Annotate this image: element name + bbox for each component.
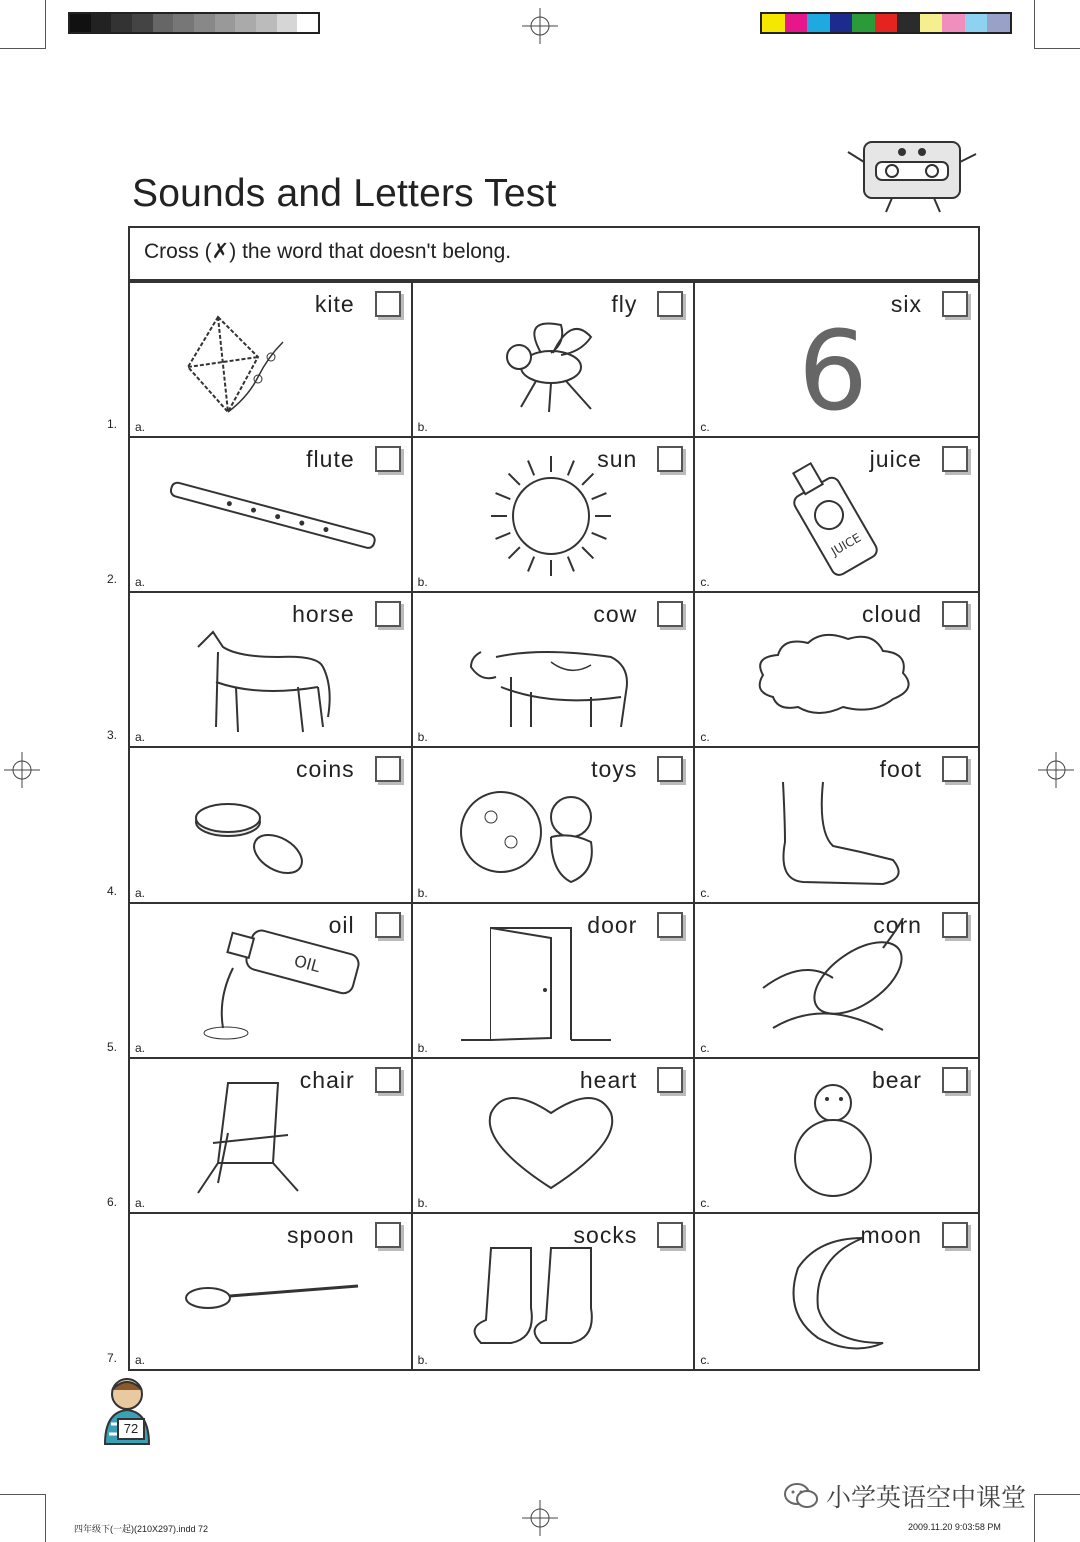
- item-letter: b.: [417, 420, 428, 435]
- toys-icon: [441, 762, 661, 890]
- item-word: flute: [306, 446, 355, 473]
- sun-icon: [441, 452, 661, 580]
- color-swatch: [807, 14, 830, 32]
- horse-icon: [158, 607, 378, 735]
- color-calibration-bar: [760, 12, 1012, 34]
- answer-checkbox[interactable]: [942, 756, 968, 782]
- item-word: oil: [328, 911, 355, 938]
- item-word: foot: [879, 756, 922, 783]
- gray-swatch: [173, 14, 194, 32]
- item-cell-toys: [413, 748, 696, 903]
- gray-swatch: [111, 14, 132, 32]
- crop-mark: [1034, 48, 1080, 49]
- crop-mark: [0, 1494, 46, 1495]
- answer-checkbox[interactable]: [657, 446, 683, 472]
- item-cell-kite: [130, 283, 413, 438]
- gray-swatch: [194, 14, 215, 32]
- crop-mark: [1034, 1494, 1035, 1542]
- wechat-icon: [784, 1482, 818, 1510]
- item-letter: a.: [135, 1352, 146, 1367]
- color-swatch: [965, 14, 988, 32]
- item-cell-oil: [130, 904, 413, 1059]
- color-swatch: [875, 14, 898, 32]
- item-word: kite: [314, 291, 355, 317]
- item-letter: a.: [135, 885, 146, 900]
- item-letter: a.: [135, 575, 146, 590]
- item-cell-socks: [413, 1214, 696, 1369]
- answer-checkbox[interactable]: [375, 912, 401, 938]
- item-word: cow: [593, 601, 638, 628]
- item-word: sun: [597, 446, 638, 473]
- gray-swatch: [215, 14, 236, 32]
- row-number: 1.: [107, 416, 118, 431]
- item-cell-foot: [695, 748, 978, 903]
- color-swatch: [987, 14, 1010, 32]
- heart-icon: [441, 1073, 661, 1201]
- answer-checkbox[interactable]: [942, 912, 968, 938]
- moon-icon: [723, 1228, 943, 1356]
- page-title: Sounds and Letters Test: [132, 172, 557, 215]
- color-swatch: [897, 14, 920, 32]
- gray-swatch: [235, 14, 256, 32]
- gray-swatch: [297, 14, 318, 32]
- six-icon: [723, 297, 943, 425]
- item-letter: c.: [700, 1352, 710, 1367]
- door-icon: [441, 918, 661, 1046]
- crop-mark: [1034, 1494, 1080, 1495]
- answer-checkbox[interactable]: [942, 1222, 968, 1248]
- answer-checkbox[interactable]: [375, 1067, 401, 1093]
- instruction-text: Cross (✗) the word that doesn't belong.: [144, 240, 512, 263]
- answer-checkbox[interactable]: [942, 601, 968, 627]
- color-swatch: [852, 14, 875, 32]
- item-letter: b.: [417, 730, 428, 745]
- bear-icon: [723, 1073, 943, 1201]
- item-word: fly: [611, 291, 638, 317]
- flute-icon: [158, 452, 378, 580]
- registration-mark-icon: [522, 8, 558, 44]
- item-letter: c.: [700, 1040, 710, 1055]
- item-letter: c.: [700, 730, 710, 745]
- item-cell-sun: [413, 438, 696, 593]
- item-cell-moon: [695, 1214, 978, 1369]
- item-word: cloud: [862, 601, 922, 628]
- item-cell-juice: [695, 438, 978, 593]
- item-cell-fly: [413, 283, 696, 438]
- cow-icon: [441, 607, 661, 735]
- answer-checkbox[interactable]: [657, 1222, 683, 1248]
- gray-swatch: [70, 14, 91, 32]
- color-swatch: [920, 14, 943, 32]
- item-word: bear: [871, 1066, 922, 1093]
- oil-icon: [158, 918, 378, 1046]
- item-cell-corn: [695, 904, 978, 1059]
- registration-mark-icon: [1038, 752, 1074, 788]
- word-picture-grid: [128, 281, 980, 1371]
- cassette-mascot-icon: [842, 132, 982, 216]
- answer-checkbox[interactable]: [375, 756, 401, 782]
- row-number: 3.: [107, 728, 118, 743]
- crop-mark: [1034, 0, 1035, 48]
- item-letter: a.: [135, 420, 146, 435]
- gray-swatch: [132, 14, 153, 32]
- crop-mark: [0, 48, 46, 49]
- row-number: 5.: [107, 1039, 118, 1054]
- row-number: 4.: [107, 883, 118, 898]
- item-word: horse: [292, 601, 355, 628]
- answer-checkbox[interactable]: [657, 912, 683, 938]
- item-letter: b.: [417, 885, 428, 900]
- answer-checkbox[interactable]: [657, 1067, 683, 1093]
- color-swatch: [830, 14, 853, 32]
- item-letter: c.: [700, 885, 710, 900]
- answer-checkbox[interactable]: [375, 601, 401, 627]
- corn-icon: [723, 918, 943, 1046]
- item-word: toys: [591, 756, 638, 783]
- row-number: 2.: [107, 572, 118, 587]
- footer-timestamp: 2009.11.20 9:03:58 PM: [908, 1522, 1001, 1532]
- item-word: coins: [295, 756, 355, 783]
- answer-checkbox[interactable]: [375, 291, 401, 317]
- item-letter: c.: [700, 575, 710, 590]
- registration-mark-icon: [522, 1500, 558, 1536]
- cloud-icon: [723, 607, 943, 735]
- item-cell-door: [413, 904, 696, 1059]
- item-letter: c.: [700, 420, 710, 435]
- item-cell-chair: [130, 1059, 413, 1214]
- item-cell-coins: [130, 748, 413, 903]
- item-cell-six: [695, 283, 978, 438]
- footer-file-name: 四年级下(一起)(210X297).indd 72: [74, 1524, 209, 1534]
- svg-text:OIL: OIL: [292, 950, 323, 976]
- item-letter: a.: [135, 1040, 146, 1055]
- item-word: moon: [860, 1221, 922, 1248]
- item-letter: b.: [417, 1352, 428, 1367]
- item-cell-bear: [695, 1059, 978, 1214]
- item-word: chair: [299, 1066, 355, 1093]
- item-cell-cow: [413, 593, 696, 748]
- answer-checkbox[interactable]: [942, 1067, 968, 1093]
- item-letter: c.: [700, 1195, 710, 1210]
- item-cell-heart: [413, 1059, 696, 1214]
- item-word: corn: [873, 911, 922, 938]
- answer-checkbox[interactable]: [942, 446, 968, 472]
- juice-icon: [723, 452, 943, 580]
- color-swatch: [785, 14, 808, 32]
- item-letter: a.: [135, 730, 146, 745]
- watermark-text: 小学英语空中课堂: [826, 1484, 1027, 1512]
- svg-text:6: 6: [798, 307, 869, 425]
- answer-checkbox[interactable]: [657, 756, 683, 782]
- socks-icon: [441, 1228, 661, 1356]
- row-number: 7.: [107, 1351, 118, 1365]
- kite-icon: [158, 297, 378, 425]
- fly-icon: [441, 297, 661, 425]
- item-word: six: [890, 291, 922, 317]
- answer-checkbox[interactable]: [375, 1222, 401, 1248]
- page-number: 72: [117, 1418, 145, 1440]
- item-letter: b.: [417, 575, 428, 590]
- item-cell-spoon: [130, 1214, 413, 1369]
- color-swatch: [942, 14, 965, 32]
- instruction-box: [128, 226, 980, 281]
- item-word: spoon: [286, 1221, 355, 1248]
- spoon-icon: [158, 1228, 378, 1356]
- item-word: socks: [573, 1221, 638, 1248]
- chair-icon: [158, 1073, 378, 1201]
- gray-swatch: [153, 14, 174, 32]
- item-word: juice: [869, 446, 922, 473]
- grayscale-calibration-bar: [68, 12, 320, 34]
- answer-checkbox[interactable]: [375, 446, 401, 472]
- svg-text:JUICE: JUICE: [829, 530, 864, 559]
- answer-checkbox[interactable]: [657, 601, 683, 627]
- row-number: 6.: [107, 1195, 118, 1210]
- crop-mark: [45, 1494, 46, 1542]
- wechat-watermark: [784, 1478, 1026, 1514]
- answer-checkbox[interactable]: [657, 291, 683, 317]
- crop-mark: [45, 0, 46, 48]
- gray-swatch: [91, 14, 112, 32]
- gray-swatch: [277, 14, 298, 32]
- foot-icon: [723, 762, 943, 890]
- item-letter: a.: [135, 1195, 146, 1210]
- registration-mark-icon: [4, 752, 40, 788]
- item-cell-flute: [130, 438, 413, 593]
- color-swatch: [762, 14, 785, 32]
- item-word: heart: [579, 1066, 638, 1093]
- item-letter: b.: [417, 1195, 428, 1210]
- gray-swatch: [256, 14, 277, 32]
- item-cell-cloud: [695, 593, 978, 748]
- item-letter: b.: [417, 1040, 428, 1055]
- coins-icon: [158, 762, 378, 890]
- answer-checkbox[interactable]: [942, 291, 968, 317]
- item-cell-horse: [130, 593, 413, 748]
- item-word: door: [587, 911, 638, 938]
